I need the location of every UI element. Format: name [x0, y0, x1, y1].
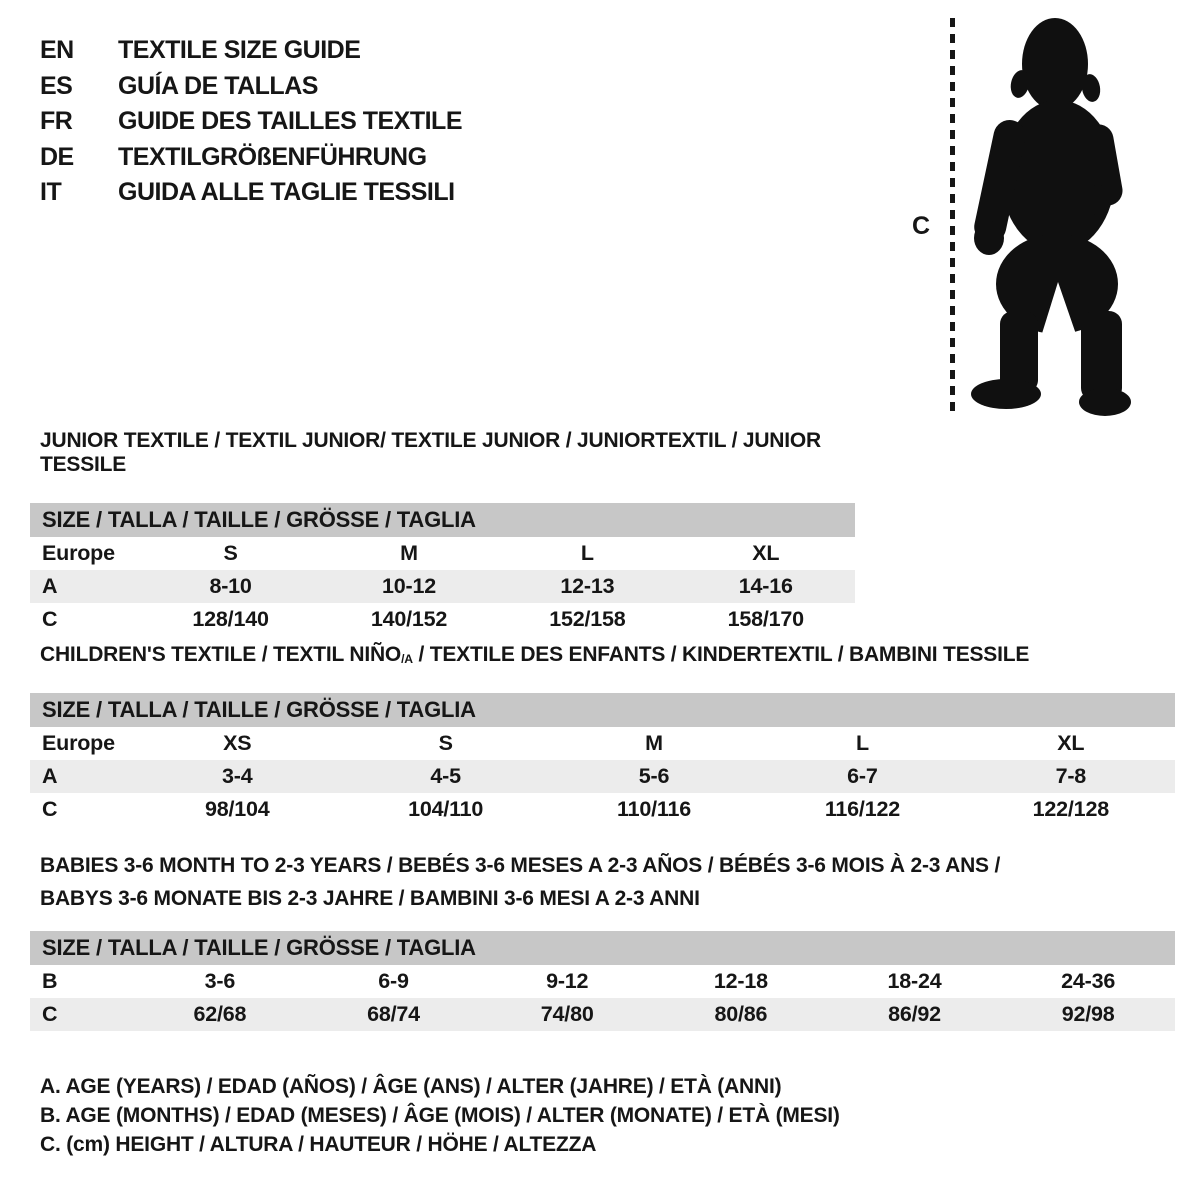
- language-row: [40, 69, 462, 105]
- language-row: [40, 104, 462, 140]
- size-header: SIZE / TALLA / TAILLE / GRÖSSE / TAGLIA: [30, 931, 1175, 965]
- size-value: 6-7: [847, 764, 878, 789]
- size-value: 8-10: [209, 574, 252, 598]
- guide-title: TEXTILE SIZE GUIDE: [118, 36, 361, 65]
- row-label: C: [42, 797, 58, 822]
- language-list: [40, 33, 462, 211]
- size-value: 68/74: [367, 1002, 420, 1026]
- section-title: [40, 849, 1175, 915]
- size-value: L: [855, 731, 869, 756]
- size-value: 74/80: [540, 1002, 594, 1026]
- table-row: [30, 793, 1175, 826]
- language-code: ES: [40, 71, 73, 100]
- section-junior-textile: [30, 429, 855, 636]
- row-label: B: [42, 969, 58, 993]
- size-table: [30, 503, 855, 636]
- size-value: 158/170: [727, 607, 804, 631]
- language-row: [40, 175, 462, 211]
- legend-line: B. AGE (MONTHS) / EDAD (MESES) / ÂGE (MOIS) / ALTER (MONATE) / ETÀ (MESI): [40, 1104, 840, 1127]
- size-value: 12-13: [560, 574, 615, 598]
- size-value: 14-16: [738, 574, 793, 598]
- size-value: 9-12: [546, 969, 589, 993]
- height-measure-label: C: [912, 212, 931, 240]
- size-header: SIZE / TALLA / TAILLE / GRÖSSE / TAGLIA: [30, 693, 1175, 727]
- size-value: 86/92: [888, 1002, 941, 1026]
- row-label: C: [42, 607, 58, 631]
- size-value: XS: [223, 731, 252, 756]
- guide-title: GUÍA DE TALLAS: [118, 71, 318, 100]
- size-value: 80/86: [714, 1002, 768, 1026]
- table-row: [30, 570, 855, 603]
- table-row: [30, 998, 1175, 1031]
- legend: [40, 1072, 840, 1159]
- section-title: [40, 429, 855, 477]
- size-value: 152/158: [549, 607, 626, 631]
- size-table: [30, 693, 1175, 826]
- size-value: 6-9: [378, 969, 409, 993]
- size-value: 3-4: [222, 764, 253, 789]
- size-value: 4-5: [430, 764, 461, 789]
- row-label: Europe: [42, 541, 115, 565]
- table-row: [30, 537, 855, 570]
- section-title-line: BABIES 3-6 MONTH TO 2-3 YEARS / BEBÉS 3-6 MESES A 2-3 AÑOS / BÉBÉS 3-6 MOIS À 2-3 ANS /: [40, 854, 1001, 877]
- size-value: 18-24: [887, 969, 942, 993]
- guide-title: GUIDA ALLE TAGLIE TESSILI: [118, 178, 455, 207]
- size-value: 24-36: [1061, 969, 1116, 993]
- size-value: 104/110: [408, 797, 484, 822]
- size-value: 3-6: [204, 969, 236, 993]
- size-value: S: [438, 731, 453, 756]
- section-title-line: BABYS 3-6 MONATE BIS 2-3 JAHRE / BAMBINI 3-6 MESI A 2-3 ANNI: [40, 887, 700, 910]
- size-table: [30, 931, 1175, 1031]
- size-value: 10-12: [381, 574, 436, 598]
- toddler-silhouette-icon: [962, 16, 1140, 420]
- section-title: [40, 643, 1175, 671]
- guide-title: TEXTILGRÖßENFÜHRUNG: [118, 142, 427, 171]
- section-babies-textile: [30, 849, 1175, 1031]
- guide-title: GUIDE DES TAILLES TEXTILE: [118, 107, 463, 136]
- language-code: EN: [40, 36, 74, 65]
- row-label: Europe: [42, 731, 115, 756]
- size-value: 140/152: [370, 607, 448, 631]
- size-value: 110/116: [617, 797, 691, 822]
- height-measure-dashed-line: [950, 18, 955, 416]
- size-value: M: [645, 731, 663, 756]
- language-code: DE: [40, 142, 74, 171]
- size-value: 116/122: [824, 797, 900, 822]
- language-row: [40, 33, 462, 69]
- size-value: S: [223, 541, 238, 565]
- row-label: A: [42, 574, 58, 598]
- size-value: 122/128: [1032, 797, 1109, 822]
- size-value: XL: [752, 541, 780, 565]
- table-row: [30, 603, 855, 636]
- row-label: A: [42, 764, 58, 789]
- size-value: XL: [1057, 731, 1085, 756]
- size-value: 98/104: [204, 797, 270, 822]
- size-value: 12-18: [713, 969, 768, 993]
- row-label: C: [42, 1002, 58, 1026]
- size-value: 92/98: [1061, 1002, 1115, 1026]
- size-value: 7-8: [1055, 764, 1087, 789]
- language-code: IT: [40, 178, 62, 207]
- size-value: 5-6: [638, 764, 670, 789]
- language-code: FR: [40, 107, 73, 136]
- size-value: 128/140: [192, 607, 269, 631]
- legend-line: A. AGE (YEARS) / EDAD (AÑOS) / ÂGE (ANS) / ALTER (JAHRE) / ETÀ (ANNI): [40, 1075, 782, 1098]
- legend-line: C. (cm) HEIGHT / ALTURA / HAUTEUR / HÖHE / ALTEZZA: [40, 1133, 597, 1156]
- section-children-textile: [30, 643, 1175, 826]
- language-row: [40, 140, 462, 176]
- section-title-line: JUNIOR TEXTILE / TEXTIL JUNIOR/ TEXTILE JUNIOR / JUNIORTEXTIL / JUNIOR TESSILE: [40, 429, 821, 476]
- size-value: M: [400, 541, 418, 565]
- section-title-line: CHILDREN'S TEXTILE / TEXTIL NIÑO/A / TEXTILE DES ENFANTS / KINDERTEXTIL / BAMBINI TESSILE: [40, 643, 1030, 667]
- size-header: SIZE / TALLA / TAILLE / GRÖSSE / TAGLIA: [30, 503, 855, 537]
- size-value: L: [580, 541, 594, 565]
- table-row: [30, 727, 1175, 760]
- table-row: [30, 760, 1175, 793]
- table-row: [30, 965, 1175, 998]
- size-value: 62/68: [193, 1002, 247, 1026]
